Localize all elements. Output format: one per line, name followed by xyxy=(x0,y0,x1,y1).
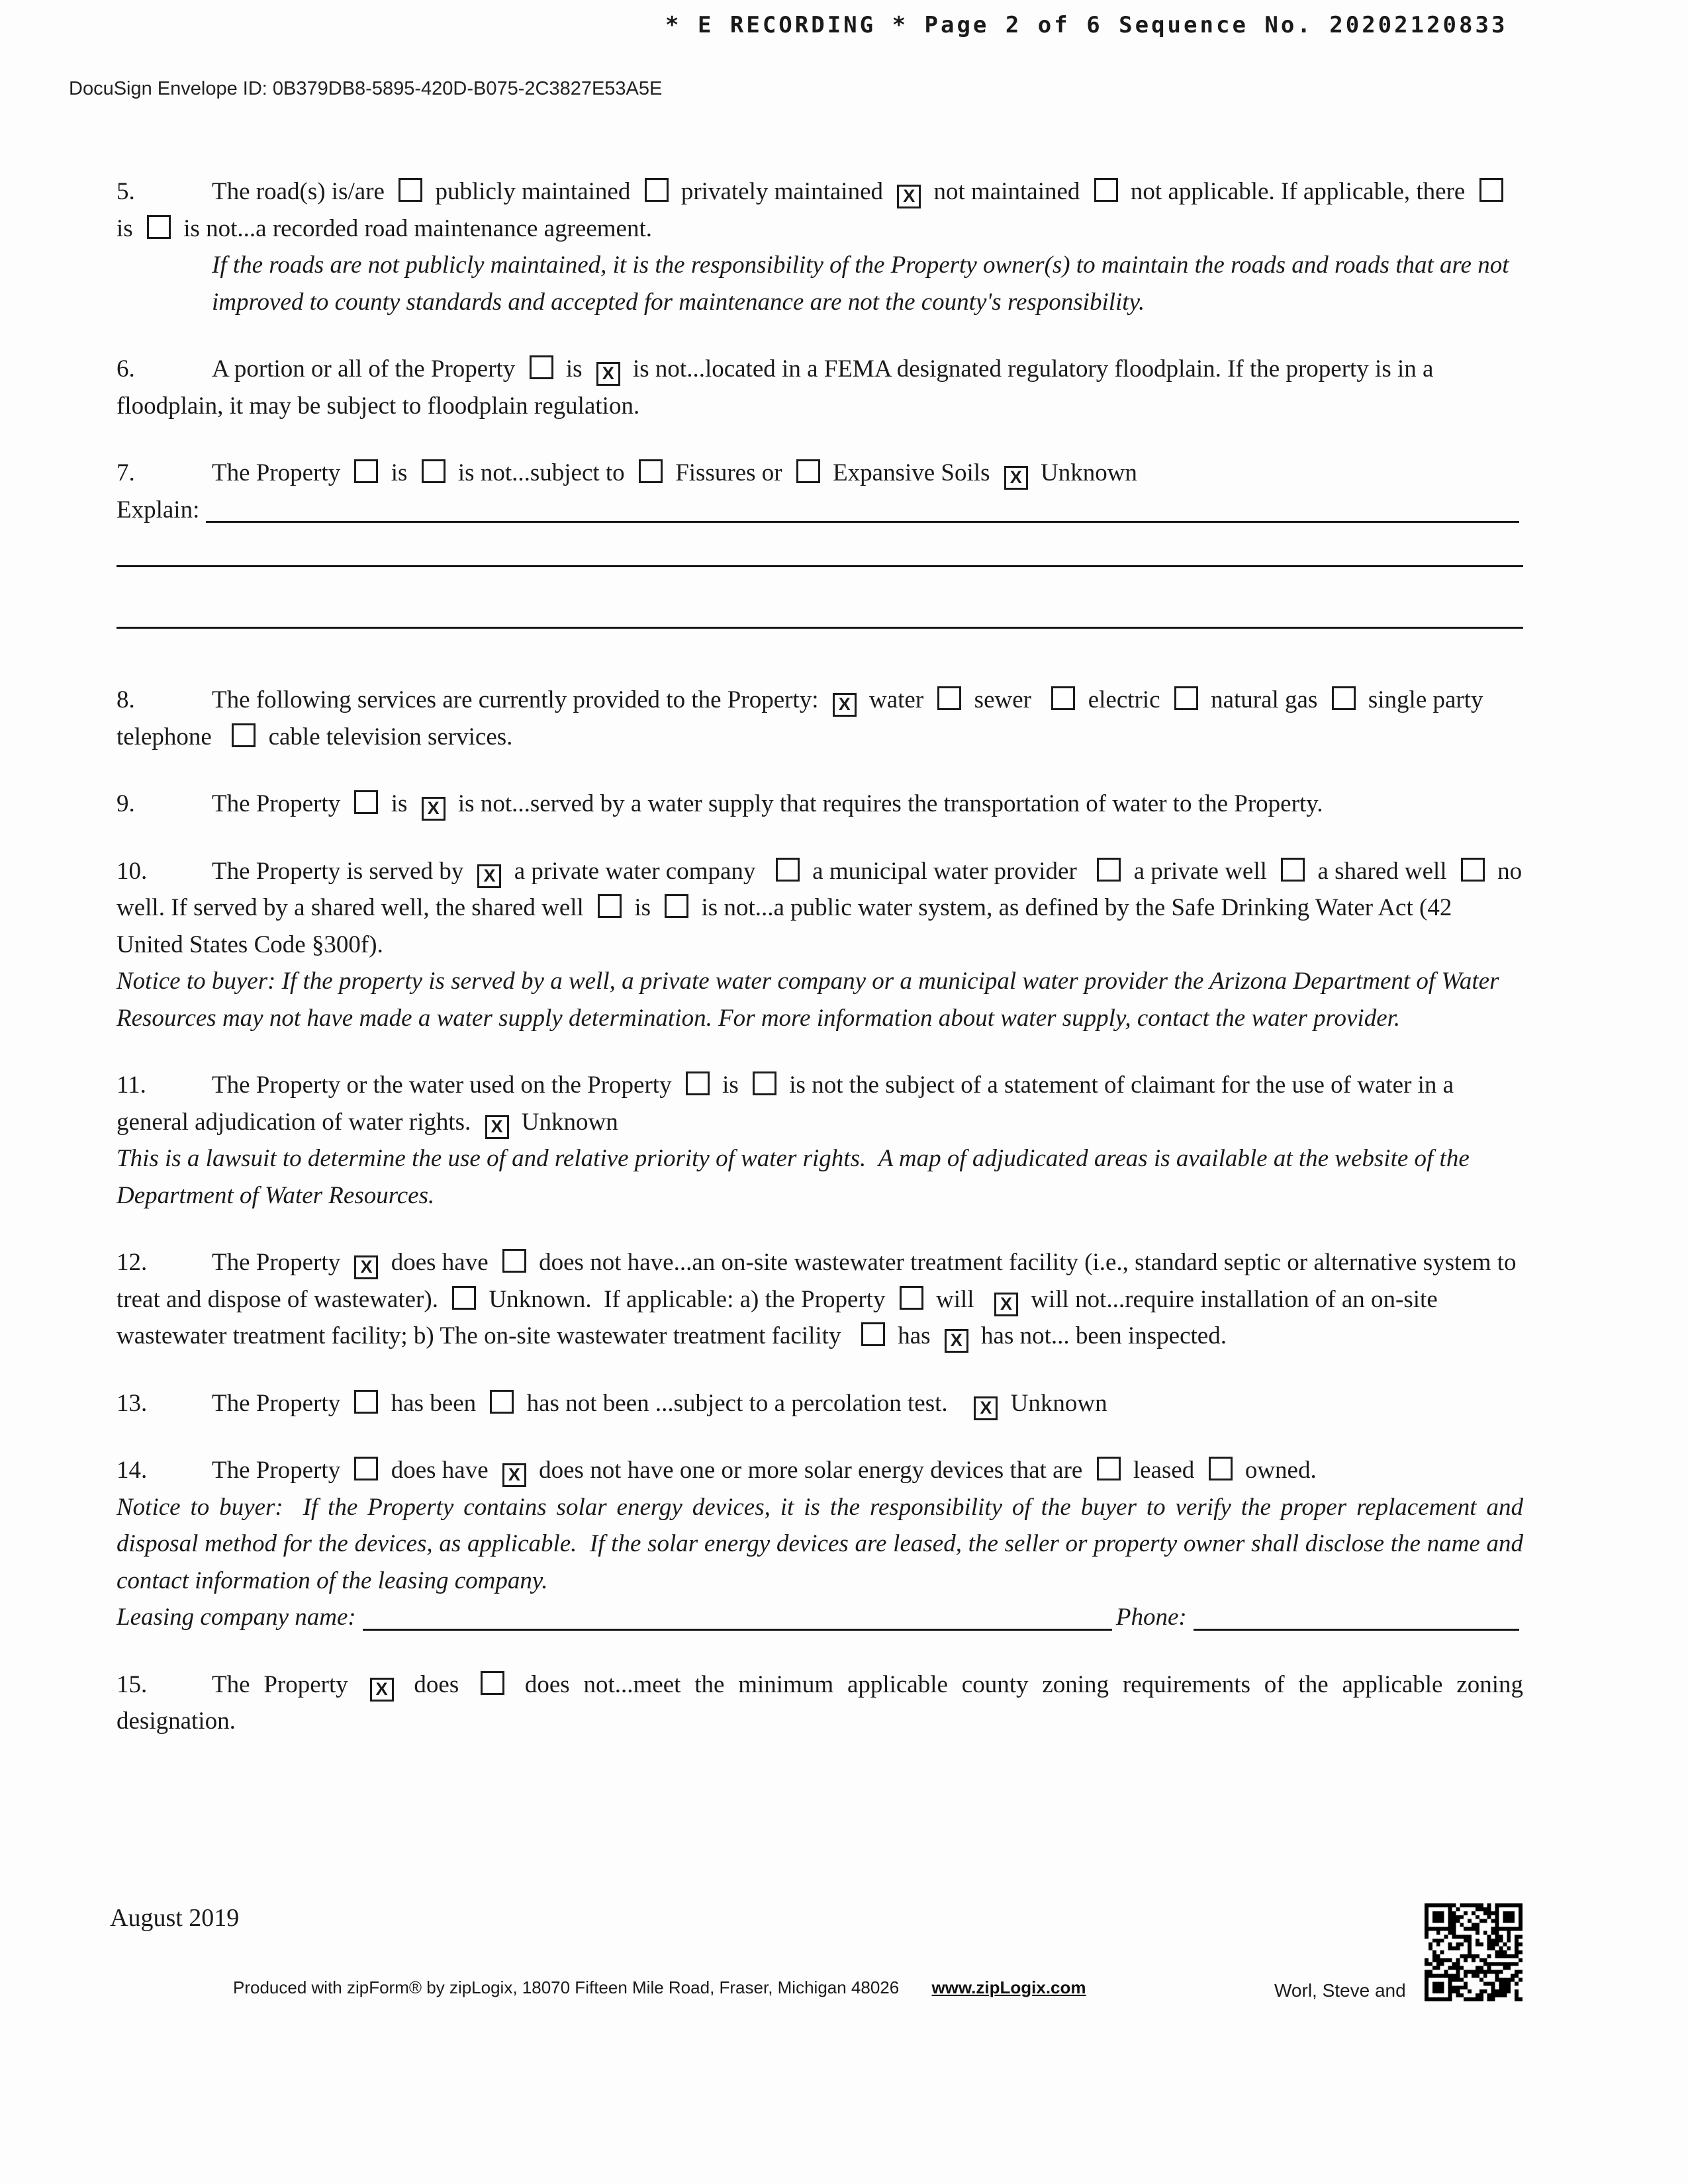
text: Notice to buyer: If the property is served by a well, a private water company or a municipal water provider the Arizona Department of Water Resources may not have made a water supply determination. For more information about water supply, contact the water provider. xyxy=(117,968,1499,1032)
text: has xyxy=(891,1322,937,1349)
checkbox-empty[interactable] xyxy=(1281,858,1305,882)
text: is xyxy=(559,355,588,383)
paragraph xyxy=(117,1666,1523,1740)
checkbox-empty[interactable] xyxy=(753,1071,776,1095)
checkbox-checked[interactable]: X xyxy=(422,797,445,821)
text: The Property xyxy=(212,790,347,817)
paragraph xyxy=(212,247,1523,320)
text: no well. If served by a shared well, the shared well xyxy=(117,857,1523,921)
text: has not... been inspected. xyxy=(974,1322,1227,1349)
text: is xyxy=(385,790,414,817)
text: Unknown xyxy=(515,1108,618,1136)
blank-line[interactable] xyxy=(1194,1629,1519,1631)
text: leased xyxy=(1127,1457,1201,1484)
item-12-wastewater xyxy=(117,1244,1523,1355)
item-8-services xyxy=(117,682,1523,755)
text: The following services are currently provided to the Property: xyxy=(212,686,825,713)
checkbox-empty[interactable] xyxy=(937,686,961,710)
text: will xyxy=(929,1285,987,1313)
explain-line xyxy=(117,492,1523,529)
text: has been xyxy=(385,1389,483,1417)
checkbox-checked[interactable]: X xyxy=(945,1329,968,1353)
text: is not...a recorded road maintenance agreement. xyxy=(177,214,652,242)
blank-line[interactable] xyxy=(363,1629,1112,1631)
checkbox-empty[interactable] xyxy=(354,459,378,483)
text: Unknown xyxy=(1004,1389,1107,1417)
paragraph xyxy=(117,1140,1523,1214)
text: is xyxy=(716,1071,745,1099)
checkbox-empty[interactable] xyxy=(490,1390,514,1414)
checkbox-checked[interactable]: X xyxy=(596,362,620,386)
checkbox-empty[interactable] xyxy=(232,723,256,747)
text: This is a lawsuit to determine the use of and relative priority of water rights. A map of adjudicated areas is available at the website of the Department of Water Resources. xyxy=(117,1145,1470,1209)
paragraph xyxy=(117,455,1523,492)
checkbox-empty[interactable] xyxy=(502,1249,526,1273)
paragraph xyxy=(117,1452,1523,1489)
item-number: 10. xyxy=(117,857,148,885)
checkbox-empty[interactable] xyxy=(481,1671,504,1695)
text: The Property xyxy=(212,1249,347,1276)
text: does have xyxy=(385,1249,494,1276)
checkbox-empty[interactable] xyxy=(452,1286,476,1310)
items-container xyxy=(117,173,1523,1770)
item-9-water-transport xyxy=(117,786,1523,823)
text: The Property xyxy=(212,459,347,486)
paragraph xyxy=(117,853,1523,964)
text: is xyxy=(385,459,414,486)
text: The Property xyxy=(212,1457,347,1484)
qr-code xyxy=(1425,1903,1523,2001)
item-number: 14. xyxy=(117,1457,148,1484)
item-5-roads xyxy=(117,173,1523,320)
item-number: 6. xyxy=(117,355,135,383)
text: Fissures or xyxy=(669,459,788,486)
text: Leasing company name: xyxy=(117,1604,356,1631)
checkbox-checked[interactable]: X xyxy=(354,1255,378,1279)
checkbox-empty[interactable] xyxy=(1051,686,1075,710)
produced-by-line xyxy=(233,1978,1086,1998)
text: sewer xyxy=(968,686,1044,713)
checkbox-empty[interactable] xyxy=(686,1071,710,1095)
text: Unknown. If applicable: a) the Property xyxy=(483,1285,892,1313)
text: A portion or all of the Property xyxy=(212,355,522,383)
text: The Property xyxy=(212,1670,362,1698)
item-number: 8. xyxy=(117,686,135,713)
blank-line[interactable] xyxy=(117,627,1523,629)
text: a municipal water provider xyxy=(806,857,1090,885)
checkbox-empty[interactable] xyxy=(399,178,422,202)
text: Notice to buyer: If the Property contains solar energy devices, it is the responsibility of the buyer to verify the proper replacement and disposal method for the devices, as applicable. If the solar energy devices are leased, the seller or property owner shall disclose the name and contact information of the leasing company. xyxy=(117,1493,1523,1594)
text: does xyxy=(400,1670,473,1698)
text: is not...located in a FEMA designated regulatory floodplain. If the property is in a floodplain, it may be subject to floodplain regulation. xyxy=(117,355,1434,420)
blank-line[interactable] xyxy=(206,521,1519,523)
text: is not...a public water system, as defined by the Safe Drinking Water Act (42 United States Code §300f). xyxy=(117,894,1452,958)
text: water xyxy=(863,686,930,713)
checkbox-empty[interactable] xyxy=(1332,686,1356,710)
checkbox-empty[interactable] xyxy=(1097,1457,1121,1480)
text: a private water company xyxy=(508,857,768,885)
text: If the roads are not publicly maintained, it is the responsibility of the Property owner(s) to maintain the roads and roads that are not improved to county standards and accepted for maintenance are not the county's responsibility. xyxy=(212,251,1509,316)
checkbox-empty[interactable] xyxy=(1479,178,1503,202)
checkbox-empty[interactable] xyxy=(1209,1457,1233,1480)
blank-rule xyxy=(117,565,1523,590)
item-number: 13. xyxy=(117,1389,148,1417)
checkbox-empty[interactable] xyxy=(422,459,445,483)
text: does not...meet the minimum applicable county zoning requirements of the applicable zoning designation. xyxy=(117,1670,1523,1735)
text: privately maintained xyxy=(675,178,890,205)
checkbox-checked[interactable]: X xyxy=(485,1115,509,1139)
item-15-zoning xyxy=(117,1666,1523,1740)
text: will not...require installation of an on-site wastewater treatment facility; b) The on-site wastewater treatment facility xyxy=(117,1285,1438,1349)
paragraph xyxy=(117,1067,1523,1140)
checkbox-empty[interactable] xyxy=(645,178,669,202)
signer-names: Worl, Steve and xyxy=(1274,1980,1406,2001)
checkbox-checked[interactable]: X xyxy=(974,1396,998,1420)
checkbox-empty[interactable] xyxy=(354,1390,378,1414)
text: not applicable. If applicable, there xyxy=(1124,178,1472,205)
checkbox-empty[interactable] xyxy=(900,1286,923,1310)
checkbox-empty[interactable] xyxy=(861,1322,885,1346)
checkbox-empty[interactable] xyxy=(776,858,800,882)
paragraph xyxy=(117,1385,1523,1422)
form-revision-date: August 2019 xyxy=(110,1904,240,1932)
produced-by-text: Produced with zipForm® by zipLogix, 18070 Fifteen Mile Road, Fraser, Michigan 48026 xyxy=(233,1978,900,1997)
paragraph xyxy=(117,351,1523,424)
text: electric xyxy=(1082,686,1166,713)
text: Explain: xyxy=(117,496,200,523)
text: a shared well xyxy=(1311,857,1453,885)
ziplogix-link[interactable]: www.zipLogix.com xyxy=(931,1978,1086,1997)
text: is not...served by a water supply that requires the transportation of water to the Property. xyxy=(451,790,1323,817)
text: not maintained xyxy=(927,178,1086,205)
paragraph xyxy=(117,1489,1523,1600)
text: a private well xyxy=(1127,857,1274,885)
blank-rule xyxy=(117,627,1523,651)
item-number: 15. xyxy=(117,1670,148,1698)
checkbox-empty[interactable] xyxy=(598,894,622,918)
text: The Property is served by xyxy=(212,857,470,885)
text: Expansive Soils xyxy=(826,459,996,486)
docusign-envelope-id: DocuSign Envelope ID: 0B379DB8-5895-420D-B075-2C3827E53A5E xyxy=(69,78,663,99)
checkbox-checked[interactable]: X xyxy=(1004,466,1028,490)
checkbox-empty[interactable] xyxy=(1174,686,1198,710)
text: natural gas xyxy=(1204,686,1324,713)
checkbox-empty[interactable] xyxy=(796,459,820,483)
item-10-water-provider xyxy=(117,853,1523,1037)
item-11-water-rights xyxy=(117,1067,1523,1214)
paragraph xyxy=(117,173,1523,247)
text: does have xyxy=(385,1457,494,1484)
text: Phone: xyxy=(1115,1604,1187,1631)
item-number: 12. xyxy=(117,1249,148,1276)
text: is not...subject to xyxy=(451,459,631,486)
text: cable television services. xyxy=(262,723,513,751)
text: is xyxy=(628,894,657,921)
checkbox-empty[interactable] xyxy=(639,459,663,483)
item-number: 7. xyxy=(117,459,135,486)
checkbox-checked[interactable]: X xyxy=(833,693,857,717)
item-6-floodplain xyxy=(117,351,1523,424)
checkbox-empty[interactable] xyxy=(665,894,688,918)
item-number: 5. xyxy=(117,178,135,205)
checkbox-empty[interactable] xyxy=(1097,858,1121,882)
text: is not the subject of a statement of claimant for the use of water in a general adjudication of water rights. xyxy=(117,1071,1454,1136)
e-recording-header: * E RECORDING * Page 2 of 6 Sequence No. 20202120833 xyxy=(665,12,1508,38)
text: is xyxy=(117,214,139,242)
checkbox-checked[interactable]: X xyxy=(994,1293,1018,1316)
text: does not have one or more solar energy devices that are xyxy=(532,1457,1089,1484)
checkbox-checked[interactable]: X xyxy=(502,1463,526,1487)
text: single party telephone xyxy=(117,686,1483,751)
leasing-company-line xyxy=(117,1599,1523,1636)
checkbox-empty[interactable] xyxy=(354,790,378,814)
checkbox-checked[interactable]: X xyxy=(477,864,501,888)
item-14-solar xyxy=(117,1452,1523,1636)
item-7-fissures xyxy=(117,455,1523,651)
checkbox-empty[interactable] xyxy=(147,215,171,239)
paragraph xyxy=(117,682,1523,755)
blank-line[interactable] xyxy=(117,565,1523,567)
text: publicly maintained xyxy=(429,178,637,205)
checkbox-empty[interactable] xyxy=(530,355,553,379)
text: The Property xyxy=(212,1389,347,1417)
paragraph xyxy=(117,1244,1523,1355)
paragraph xyxy=(117,786,1523,823)
item-number: 11. xyxy=(117,1071,146,1099)
item-13-percolation xyxy=(117,1385,1523,1422)
text: The road(s) is/are xyxy=(212,178,391,205)
text: The Property or the water used on the Property xyxy=(212,1071,678,1099)
text: owned. xyxy=(1239,1457,1317,1484)
checkbox-checked[interactable]: X xyxy=(370,1678,394,1702)
paragraph xyxy=(117,963,1523,1036)
text: Unknown xyxy=(1034,459,1137,486)
checkbox-empty[interactable] xyxy=(1461,858,1485,882)
checkbox-empty[interactable] xyxy=(1094,178,1118,202)
checkbox-empty[interactable] xyxy=(354,1457,378,1480)
text: has not been ...subject to a percolation test. xyxy=(520,1389,966,1417)
text: does not have...an on-site wastewater treatment facility (i.e., standard septic or alternative system to treat and dispose of wastewater). xyxy=(117,1249,1517,1313)
item-number: 9. xyxy=(117,790,135,817)
checkbox-checked[interactable]: X xyxy=(897,185,921,208)
